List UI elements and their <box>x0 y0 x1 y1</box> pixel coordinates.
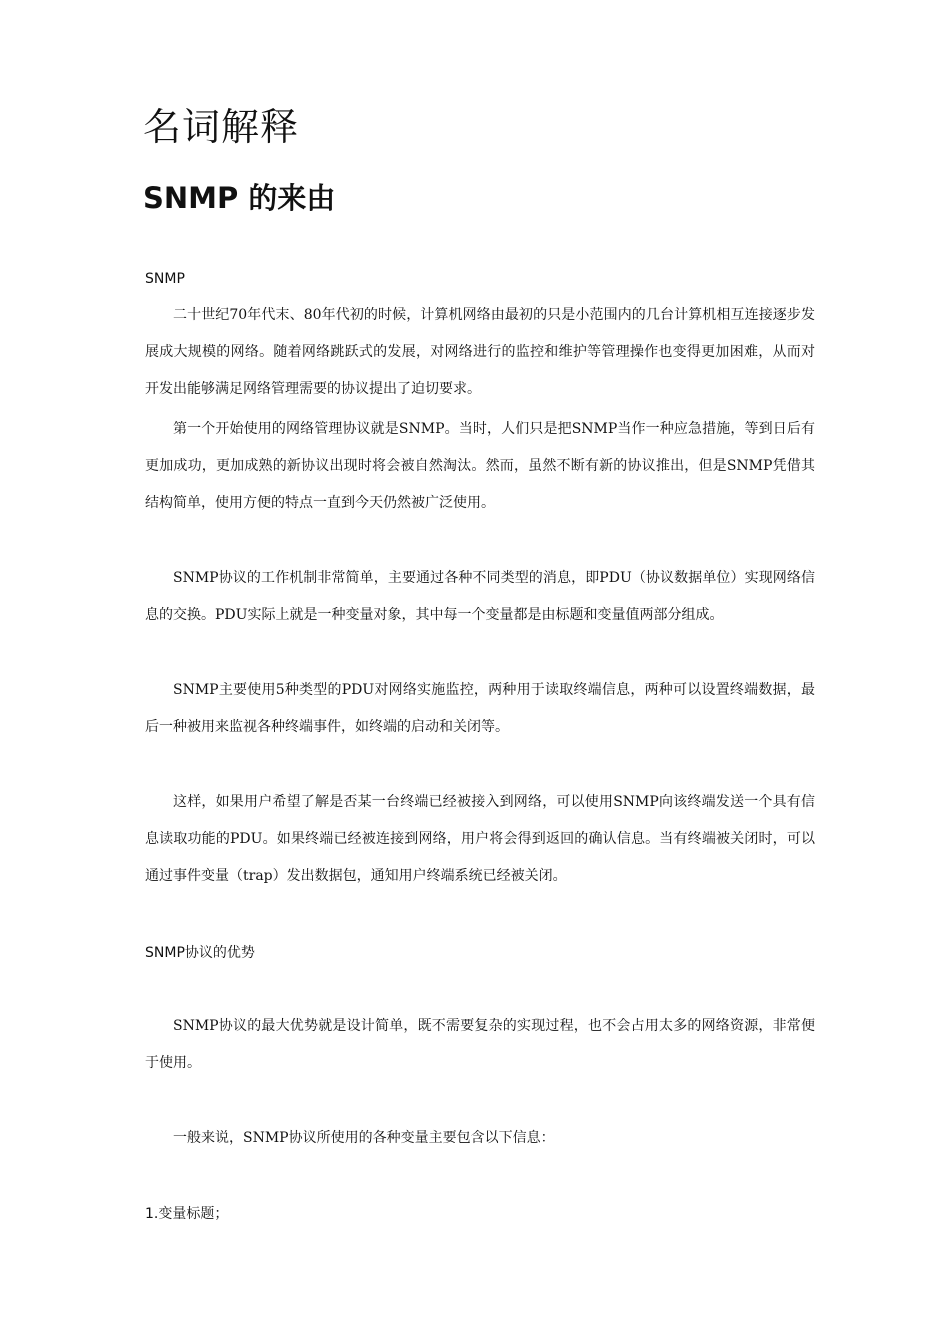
paragraph-1: 二十世纪70年代末、80年代初的时候，计算机网络由最初的只是小范围内的几台计算机相互连接逐步发展成大规模的网络。随着网络跳跃式的发展，对网络进行的监控和维护等管理操作也变得更加困难，从而对开发出能够满足网络管理需要的协议提出了迫切要求。 <box>145 307 815 397</box>
paragraph-3: SNMP协议的工作机制非常简单，主要通过各种不同类型的消息，即PDU（协议数据单位）实现网络信息的交换。PDU实际上就是一种变量对象，其中每一个变量都是由标题和变量值两部分组成。 <box>145 570 815 623</box>
section-heading-cjk: 的来由 <box>248 181 336 215</box>
advantage-label: SNMP协议的优势 <box>145 945 255 961</box>
snmp-label: SNMP <box>145 271 185 287</box>
section-heading <box>143 176 335 217</box>
paragraph-5: 这样，如果用户希望了解是否某一台终端已经被接入到网络，可以使用SNMP向该终端发送一个具有信息读取功能的PDU。如果终端已经被连接到网络，用户将会得到返回的确认信息。当有终端被关闭时，可以通过事件变量（trap）发出数据包，通知用户终端系统已经被关闭。 <box>145 794 815 884</box>
paragraph-7: 一般来说，SNMP协议所使用的各种变量主要包含以下信息： <box>173 1130 555 1146</box>
paragraph-2: 第一个开始使用的网络管理协议就是SNMP。当时，人们只是把SNMP当作一种应急措施，等到日后有更加成功，更加成熟的新协议出现时将会被自然淘汰。然而，虽然不断有新的协议推出，但是SNMP凭借其结构简单，使用方便的特点一直到今天仍然被广泛使用。 <box>145 421 815 511</box>
paragraph-6: SNMP协议的最大优势就是设计简单，既不需要复杂的实现过程，也不会占用太多的网络资源，非常便于使用。 <box>145 1018 815 1071</box>
paragraph-4: SNMP主要使用5种类型的PDU对网络实施监控，两种用于读取终端信息，两种可以设置终端数据，最后一种被用来监视各种终端事件，如终端的启动和关闭等。 <box>145 682 815 735</box>
list-item: 1.变量标题； <box>145 1206 229 1222</box>
section-heading-latin: SNMP <box>143 181 239 215</box>
page-title: 名词解释 <box>143 105 300 149</box>
